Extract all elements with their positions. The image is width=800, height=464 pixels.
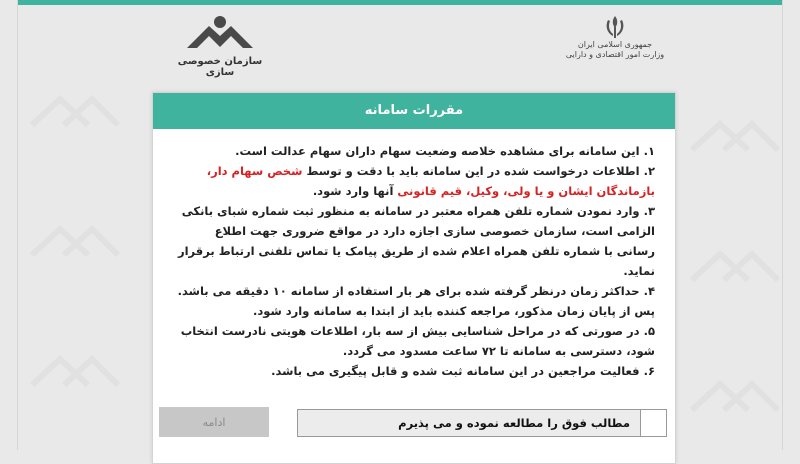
- rules-card: [152, 92, 676, 464]
- top-accent-bar: [18, 0, 782, 5]
- rule-number: ۴.: [643, 284, 655, 298]
- rule-number: ۳.: [643, 204, 655, 218]
- organization-name: سازمان خصوصی سازی: [177, 56, 263, 78]
- background-pattern-icon: [30, 95, 120, 129]
- rule-item: [175, 201, 655, 281]
- background-pattern-icon: [690, 250, 780, 284]
- rule-text: این سامانه برای مشاهده خلاصه وضعیت سهام داران سهام عدالت است.: [235, 144, 640, 158]
- rule-text: فعالیت مراجعین در این سامانه ثبت شده و قابل پیگیری می باشد.: [271, 364, 640, 378]
- continue-button[interactable]: ادامه: [159, 407, 269, 437]
- government-logo: [555, 14, 675, 60]
- rule-item: [175, 141, 655, 161]
- agree-checkbox[interactable]: [640, 410, 666, 436]
- privatization-emblem-icon: [181, 14, 259, 54]
- rule-text: حداکثر زمان درنظر گرفته شده برای هر بار استفاده از سامانه ۱۰ دقیقه می باشد. پس از پایان زمان مذکور، مراجعه کننده باید از ابتدا به سامانه وارد شود.: [177, 284, 655, 318]
- organization-logo: [172, 14, 268, 78]
- rule-text: اطلاعات درخواست شده در این سامانه باید با دقت و توسط: [302, 164, 640, 178]
- agreement-controls: [159, 409, 667, 439]
- rule-number: ۱.: [643, 144, 655, 158]
- rule-text: آنها وارد شود.: [312, 184, 398, 198]
- rules-list: [153, 129, 675, 381]
- rule-item: [175, 321, 655, 361]
- card-title: مقررات سامانه: [153, 93, 675, 129]
- background-pattern-icon: [690, 380, 780, 414]
- rule-text: در صورتی که در مراحل شناسایی بیش از سه بار، اطلاعات هویتی نادرست انتخاب شود، دسترسی به سامانه تا ۷۲ ساعت مسدود می گردد.: [180, 324, 655, 358]
- agree-checkbox-row[interactable]: [297, 409, 667, 437]
- background-pattern-icon: [30, 355, 120, 389]
- right-border: [782, 0, 783, 450]
- rule-highlight: شخص سهام دار، بازماندگان ایشان و یا ولی، وکیل، قیم قانونی: [206, 164, 655, 198]
- background-pattern-icon: [30, 225, 120, 259]
- rule-text: وارد نمودن شماره تلفن همراه معتبر در سامانه به منظور ثبت شماره شبای بانکی الزامی است، سازمان خصوصی سازی اجازه دارد در مواقع ضروری جهت اطلاع رسانی با شماره تلفن همراه اعلام شده از طریق پیامک یا تماس تلفنی ارتباط برقرار نماید.: [177, 204, 655, 278]
- agree-label[interactable]: مطالب فوق را مطالعه نموده و می پذیرم: [398, 416, 630, 430]
- rule-item: [175, 161, 655, 201]
- rule-item: [175, 361, 655, 381]
- government-name: جمهوری اسلامی ایران: [577, 40, 653, 49]
- iran-emblem-icon: [604, 14, 626, 40]
- left-border: [17, 0, 18, 450]
- rule-item: [175, 281, 655, 321]
- ministry-name: وزارت امور اقتصادی و دارایی: [565, 50, 665, 59]
- rule-number: ۶.: [643, 364, 655, 378]
- rule-number: ۲.: [643, 164, 655, 178]
- rule-number: ۵.: [643, 324, 655, 338]
- background-pattern-icon: [690, 120, 780, 154]
